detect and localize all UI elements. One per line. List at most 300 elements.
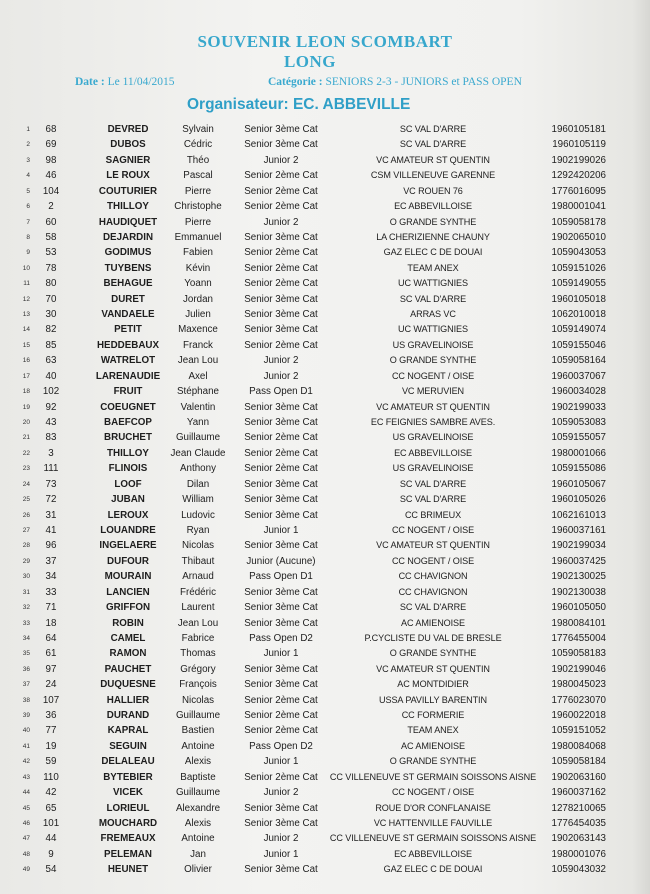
rider-licence: 1980001076 xyxy=(551,848,606,860)
rider-last-name: HALLIER xyxy=(106,694,150,706)
rider-category: Senior 3ème Cat xyxy=(244,494,318,506)
rider-category: Junior 2 xyxy=(263,787,299,799)
rider-first-name: Jean Lou xyxy=(177,355,219,367)
rider-licence: 1062010018 xyxy=(551,309,606,321)
rider-category: Senior 2ème Cat xyxy=(244,278,318,290)
rider-licence: 1292420206 xyxy=(551,170,606,182)
bib-number: 44 xyxy=(45,833,57,845)
rider-category: Senior 2ème Cat xyxy=(244,185,318,197)
row-number: 36 xyxy=(22,665,30,673)
rider-row xyxy=(0,585,650,600)
rider-licence: 1062161013 xyxy=(551,509,606,521)
rider-licence: 1059155057 xyxy=(551,432,606,444)
bib-number: 97 xyxy=(45,663,57,675)
rider-licence: 1059043032 xyxy=(551,864,606,876)
rider-category: Senior 3ème Cat xyxy=(244,663,318,675)
bib-number: 33 xyxy=(45,586,57,598)
row-number: 9 xyxy=(26,249,30,257)
rider-row xyxy=(0,662,650,677)
rider-first-name: Thibaut xyxy=(181,555,215,567)
rider-last-name: WATRELOT xyxy=(100,355,156,367)
rider-first-name: Julien xyxy=(185,309,211,321)
rider-first-name: Cédric xyxy=(183,139,213,151)
rider-club: VC ROUEN 76 xyxy=(403,185,463,196)
rider-first-name: Alexandre xyxy=(175,802,221,814)
rider-row xyxy=(0,801,650,816)
rider-licence: 1059053083 xyxy=(551,417,606,429)
bib-number: 24 xyxy=(45,679,57,691)
rider-first-name: Olivier xyxy=(184,864,212,876)
event-date xyxy=(75,76,175,88)
rider-row xyxy=(0,646,650,661)
rider-category: Senior 2ème Cat xyxy=(244,432,318,444)
rider-last-name: DURET xyxy=(111,293,145,305)
row-number: 22 xyxy=(22,449,30,457)
rider-first-name: Yann xyxy=(186,417,210,429)
rider-category: Senior 3ème Cat xyxy=(244,540,318,552)
rider-licence: 1960037425 xyxy=(551,555,606,567)
rider-club: CC VILLENEUVE ST GERMAIN SOISSONS AISNE xyxy=(329,833,537,844)
rider-category: Senior 2ème Cat xyxy=(244,463,318,475)
rider-club: CC NOGENT / OISE xyxy=(391,555,475,566)
rider-last-name: HEDDEBAUX xyxy=(96,339,160,351)
bib-number: 19 xyxy=(45,740,57,752)
rider-last-name: DURAND xyxy=(106,710,150,722)
rider-category: Senior 3ème Cat xyxy=(244,802,318,814)
rider-row xyxy=(0,538,650,553)
bib-number: 111 xyxy=(43,463,59,475)
bib-number: 42 xyxy=(45,787,57,799)
rider-licence: 1902065010 xyxy=(551,231,606,243)
rider-club: SC VAL D'ARRE xyxy=(399,293,467,304)
rider-club: O GRANDE SYNTHE xyxy=(389,216,477,227)
bib-number: 107 xyxy=(42,694,60,706)
bib-number: 41 xyxy=(45,524,57,536)
rider-last-name: FRUIT xyxy=(113,386,143,398)
row-number: 35 xyxy=(22,650,30,658)
rider-row xyxy=(0,292,650,307)
rider-row xyxy=(0,631,650,646)
row-number: 28 xyxy=(22,542,30,550)
rider-first-name: Bastien xyxy=(181,725,215,737)
rider-category: Senior 2ème Cat xyxy=(244,247,318,259)
bib-number: 31 xyxy=(45,509,57,521)
rider-last-name: DELALEAU xyxy=(101,756,155,768)
rider-row xyxy=(0,245,650,260)
row-number: 42 xyxy=(22,758,30,766)
rider-first-name: Pierre xyxy=(184,216,212,228)
row-number: 39 xyxy=(22,712,30,720)
rider-row xyxy=(0,384,650,399)
rider-row xyxy=(0,723,650,738)
rider-licence: 1980045023 xyxy=(551,679,606,691)
row-number: 17 xyxy=(22,372,30,380)
row-number: 49 xyxy=(22,866,30,874)
rider-last-name: HEUNET xyxy=(107,864,149,876)
rider-last-name: LEROUX xyxy=(107,509,149,521)
rider-first-name: Baptiste xyxy=(180,771,216,783)
rider-last-name: COEUGNET xyxy=(100,401,156,413)
category-value: SENIORS 2-3 - JUNIORS et PASS OPEN xyxy=(325,76,522,88)
rider-row xyxy=(0,847,650,862)
row-number: 15 xyxy=(22,341,30,349)
rider-last-name: PAUCHET xyxy=(104,663,152,675)
rider-last-name: VICEK xyxy=(113,787,143,799)
event-location: LONG xyxy=(283,52,337,71)
rider-category: Junior 2 xyxy=(263,154,299,166)
bib-number: 60 xyxy=(45,216,57,228)
rider-last-name: MOURAIN xyxy=(104,571,152,583)
rider-club: EC FEIGNIES SAMBRE AVES. xyxy=(370,417,496,428)
rider-category: Senior 2ème Cat xyxy=(244,262,318,274)
rider-licence: 1776023070 xyxy=(551,694,606,706)
rider-licence: 1960037067 xyxy=(551,370,606,382)
rider-club: UC WATTIGNIES xyxy=(398,278,468,289)
rider-club: US GRAVELINOISE xyxy=(392,463,474,474)
bib-number: 36 xyxy=(45,710,57,722)
rider-row xyxy=(0,338,650,353)
rider-last-name: DEJARDIN xyxy=(102,231,154,243)
row-number: 33 xyxy=(22,619,30,627)
rider-first-name: Valentin xyxy=(180,401,216,413)
rider-last-name: DUQUESNE xyxy=(100,679,156,691)
bib-number: 3 xyxy=(48,447,54,459)
rider-last-name: BRUCHET xyxy=(104,432,152,444)
rider-category: Senior 3ème Cat xyxy=(244,602,318,614)
rider-row xyxy=(0,754,650,769)
row-number: 1 xyxy=(26,126,30,133)
rider-club: CC NOGENT / OISE xyxy=(391,524,475,535)
bib-number: 40 xyxy=(45,370,57,382)
rider-last-name: SAGNIER xyxy=(105,154,151,166)
row-number: 32 xyxy=(22,604,30,612)
rider-last-name: LOUANDRE xyxy=(100,524,156,536)
bib-number: 71 xyxy=(45,602,57,614)
bib-number: 59 xyxy=(45,756,57,768)
rider-last-name: FLINOIS xyxy=(108,463,148,475)
bib-number: 80 xyxy=(45,278,57,290)
row-number: 3 xyxy=(26,156,30,164)
rider-category: Senior 2ème Cat xyxy=(244,694,318,706)
rider-club: CC NOGENT / OISE xyxy=(391,787,475,798)
rider-row xyxy=(0,816,650,831)
rider-category: Junior (Aucune) xyxy=(246,555,316,567)
rider-row xyxy=(0,508,650,523)
rider-licence: 1980001041 xyxy=(551,201,606,213)
rider-category: Senior 3ème Cat xyxy=(244,864,318,876)
bib-number: 102 xyxy=(42,386,60,398)
rider-first-name: Kévin xyxy=(185,262,211,274)
rider-category: Senior 3ème Cat xyxy=(244,509,318,521)
rider-last-name: ROBIN xyxy=(112,617,144,629)
row-number: 10 xyxy=(22,264,30,272)
rider-row xyxy=(0,322,650,337)
row-number: 21 xyxy=(22,434,30,442)
rider-last-name: GODIMUS xyxy=(104,247,152,259)
rider-last-name: JUBAN xyxy=(111,494,145,506)
event-category xyxy=(268,76,522,88)
rider-category: Senior 3ème Cat xyxy=(244,478,318,490)
rider-last-name: KAPRAL xyxy=(107,725,149,737)
rider-last-name: CAMEL xyxy=(110,632,146,644)
rider-category: Senior 3ème Cat xyxy=(244,817,318,829)
bib-number: 96 xyxy=(45,540,57,552)
bib-number: 46 xyxy=(45,170,57,182)
rider-category: Senior 2ème Cat xyxy=(244,170,318,182)
rider-category: Junior 2 xyxy=(263,216,299,228)
rider-licence: 1059058164 xyxy=(551,355,606,367)
rider-row xyxy=(0,215,650,230)
rider-category: Pass Open D1 xyxy=(249,386,313,398)
rider-last-name: BYTEBIER xyxy=(103,771,153,783)
rider-licence: 1059151026 xyxy=(551,262,606,274)
rider-row xyxy=(0,353,650,368)
row-number: 18 xyxy=(22,388,30,396)
rider-first-name: Anthony xyxy=(180,463,216,475)
rider-licence: 1960105067 xyxy=(551,478,606,490)
rider-licence: 1960105026 xyxy=(551,494,606,506)
rider-club: AC AMIENOISE xyxy=(401,740,465,751)
rider-row xyxy=(0,446,650,461)
rider-first-name: Frédéric xyxy=(180,586,216,598)
row-number: 2 xyxy=(26,141,30,149)
rider-club: SC VAL D'ARRE xyxy=(399,124,467,134)
bib-number: 30 xyxy=(45,309,57,321)
rider-club: CC NOGENT / OISE xyxy=(391,370,475,381)
rider-row xyxy=(0,276,650,291)
rider-row xyxy=(0,739,650,754)
rider-row xyxy=(0,400,650,415)
rider-category: Senior 2ème Cat xyxy=(244,447,318,459)
row-number: 8 xyxy=(26,233,30,241)
rider-licence: 1776016095 xyxy=(551,185,606,197)
bib-number: 70 xyxy=(45,293,57,305)
rider-licence: 1776455004 xyxy=(551,632,606,644)
row-number: 12 xyxy=(22,295,30,303)
rider-licence: 1960105181 xyxy=(551,124,606,135)
rider-first-name: Ryan xyxy=(186,524,210,536)
bib-number: 53 xyxy=(45,247,57,259)
rider-last-name: RAMON xyxy=(109,648,147,660)
category-label: Catégorie : xyxy=(268,76,323,88)
rider-club: CC VILLENEUVE ST GERMAIN SOISSONS AISNE xyxy=(329,771,537,782)
rider-licence: 1960105119 xyxy=(552,139,606,151)
rider-category: Senior 3ème Cat xyxy=(244,586,318,598)
rider-category: Senior 3ème Cat xyxy=(244,231,318,243)
rider-category: Junior 2 xyxy=(263,370,299,382)
rider-category: Senior 3ème Cat xyxy=(244,417,318,429)
rider-first-name: Maxence xyxy=(178,324,218,336)
rider-club: TEAM ANEX xyxy=(407,262,459,273)
rider-last-name: DUBOS xyxy=(110,139,146,151)
rider-last-name: BEHAGUE xyxy=(103,278,153,290)
rider-first-name: Nicolas xyxy=(181,540,215,552)
rider-row xyxy=(0,569,650,584)
row-number: 48 xyxy=(22,850,30,858)
rider-category: Pass Open D1 xyxy=(249,571,313,583)
rider-category: Senior 3ème Cat xyxy=(244,617,318,629)
rider-club: SC VAL D'ARRE xyxy=(399,478,467,489)
rider-last-name: LORIEUL xyxy=(106,802,150,814)
bib-number: 85 xyxy=(45,339,57,351)
rider-first-name: Jan xyxy=(190,848,206,860)
rider-first-name: Fabien xyxy=(183,247,213,259)
rider-club: EC ABBEVILLOISE xyxy=(394,848,472,859)
rider-category: Pass Open D2 xyxy=(249,632,313,644)
rider-category: Senior 3ème Cat xyxy=(244,124,318,135)
rider-licence: 1960034028 xyxy=(551,386,606,398)
rider-row xyxy=(0,430,650,445)
rider-last-name: VANDAELE xyxy=(101,309,155,321)
bib-number: 73 xyxy=(45,478,57,490)
rider-row xyxy=(0,122,650,137)
rider-licence: 1059058184 xyxy=(551,756,606,768)
rider-last-name: PELEMAN xyxy=(104,848,152,860)
rider-club: USSA PAVILLY BARENTIN xyxy=(379,694,487,705)
row-number: 26 xyxy=(22,511,30,519)
rider-first-name: Guillaume xyxy=(175,787,221,799)
rider-category: Junior 1 xyxy=(263,648,299,660)
bib-number: 43 xyxy=(45,417,57,429)
rider-first-name: Pascal xyxy=(183,170,213,182)
bib-number: 65 xyxy=(45,802,57,814)
rider-category: Junior 2 xyxy=(263,833,299,845)
rider-last-name: LE ROUX xyxy=(106,170,150,182)
rider-first-name: Théo xyxy=(186,154,210,166)
bib-number: 9 xyxy=(48,848,54,860)
rider-row xyxy=(0,137,650,152)
rider-first-name: Arnaud xyxy=(182,571,214,583)
row-number: 19 xyxy=(22,403,30,411)
rider-club: EC ABBEVILLOISE xyxy=(394,201,472,212)
bib-number: 58 xyxy=(45,231,57,243)
rider-row xyxy=(0,862,650,877)
rider-first-name: Jean Lou xyxy=(177,617,219,629)
bib-number: 72 xyxy=(45,494,57,506)
rider-last-name: DUFOUR xyxy=(107,555,149,567)
bib-number: 98 xyxy=(45,154,57,166)
rider-licence: 1902199033 xyxy=(551,401,606,413)
rider-last-name: LOOF xyxy=(114,478,142,490)
rider-club: US GRAVELINOISE xyxy=(392,339,474,350)
rider-first-name: Dilan xyxy=(186,478,210,490)
rider-first-name: Emmanuel xyxy=(174,231,222,243)
rider-club: VC AMATEUR ST QUENTIN xyxy=(376,663,490,674)
bib-number: 18 xyxy=(45,617,57,629)
row-number: 43 xyxy=(22,773,30,781)
rider-licence: 1902063143 xyxy=(551,833,606,845)
rider-first-name: Thomas xyxy=(180,648,216,660)
row-number: 23 xyxy=(22,465,30,473)
rider-club: ARRAS VC xyxy=(410,309,456,320)
rider-row xyxy=(0,708,650,723)
rider-club: CC FORMERIE xyxy=(401,710,465,721)
rider-row xyxy=(0,492,650,507)
rider-first-name: William xyxy=(182,494,214,506)
rider-last-name: LANCIEN xyxy=(106,586,150,598)
rider-row xyxy=(0,785,650,800)
rider-first-name: Antoine xyxy=(181,833,215,845)
rider-club: CC CHAVIGNON xyxy=(398,586,468,597)
rider-licence: 1278210065 xyxy=(551,802,606,814)
row-number: 37 xyxy=(22,681,30,689)
rider-category: Senior 3ème Cat xyxy=(244,309,318,321)
row-number: 11 xyxy=(23,280,30,288)
rider-club: VC AMATEUR ST QUENTIN xyxy=(376,154,490,165)
rider-category: Junior 1 xyxy=(263,524,299,536)
rider-club: US GRAVELINOISE xyxy=(392,432,474,443)
rider-licence: 1902199046 xyxy=(551,663,606,675)
rider-club: GAZ ELEC C DE DOUAI xyxy=(383,247,483,258)
rider-club: O GRANDE SYNTHE xyxy=(389,756,477,767)
bib-number: 101 xyxy=(42,817,60,829)
rider-first-name: Alexis xyxy=(184,756,212,768)
rider-row xyxy=(0,261,650,276)
rider-row xyxy=(0,770,650,785)
date-value: Le 11/04/2015 xyxy=(107,76,175,88)
bib-number: 78 xyxy=(45,262,57,274)
row-number: 16 xyxy=(22,357,30,365)
bib-number: 110 xyxy=(43,771,59,783)
rider-list xyxy=(0,122,650,878)
rider-category: Senior 3ème Cat xyxy=(244,324,318,336)
rider-last-name: GRIFFON xyxy=(105,602,151,614)
rider-licence: 1902130038 xyxy=(551,586,606,598)
rider-last-name: LARENAUDIE xyxy=(95,370,161,382)
rider-last-name: DEVRED xyxy=(107,124,149,135)
rider-first-name: Axel xyxy=(188,370,208,382)
rider-club: SC VAL D'ARRE xyxy=(399,602,467,613)
bib-number: 34 xyxy=(45,571,57,583)
rider-licence: 1059151052 xyxy=(551,725,606,737)
rider-row xyxy=(0,415,650,430)
rider-licence: 1960037162 xyxy=(551,787,606,799)
bib-number: 82 xyxy=(45,324,57,336)
bib-number: 37 xyxy=(45,555,57,567)
rider-club: CC CHAVIGNON xyxy=(398,571,468,582)
rider-first-name: Grégory xyxy=(180,663,216,675)
bib-number: 64 xyxy=(45,632,57,644)
rider-club: LA CHERIZIENNE CHAUNY xyxy=(376,231,490,242)
bib-number: 2 xyxy=(48,201,54,213)
rider-category: Senior 2ème Cat xyxy=(244,710,318,722)
rider-first-name: Alexis xyxy=(184,817,212,829)
rider-licence: 1059149055 xyxy=(551,278,606,290)
rider-row xyxy=(0,477,650,492)
row-number: 29 xyxy=(22,557,30,565)
rider-club: SC VAL D'ARRE xyxy=(399,139,467,150)
rider-row xyxy=(0,677,650,692)
row-number: 24 xyxy=(22,480,30,488)
row-number: 41 xyxy=(22,742,30,750)
rider-licence: 1980084068 xyxy=(551,740,606,752)
rider-last-name: COUTURIER xyxy=(98,185,158,197)
rider-category: Senior 3ème Cat xyxy=(244,401,318,413)
rider-last-name: THILLOY xyxy=(107,447,149,459)
rider-category: Junior 2 xyxy=(263,355,299,367)
bib-number: 83 xyxy=(45,432,57,444)
rider-category: Pass Open D2 xyxy=(249,740,313,752)
row-number: 14 xyxy=(22,326,30,334)
rider-row xyxy=(0,831,650,846)
rider-row xyxy=(0,554,650,569)
row-number: 7 xyxy=(26,218,30,226)
rider-first-name: Laurent xyxy=(181,602,215,614)
rider-row xyxy=(0,369,650,384)
bib-number: 69 xyxy=(45,139,57,151)
rider-licence: 1059155086 xyxy=(551,463,606,475)
rider-row xyxy=(0,616,650,631)
